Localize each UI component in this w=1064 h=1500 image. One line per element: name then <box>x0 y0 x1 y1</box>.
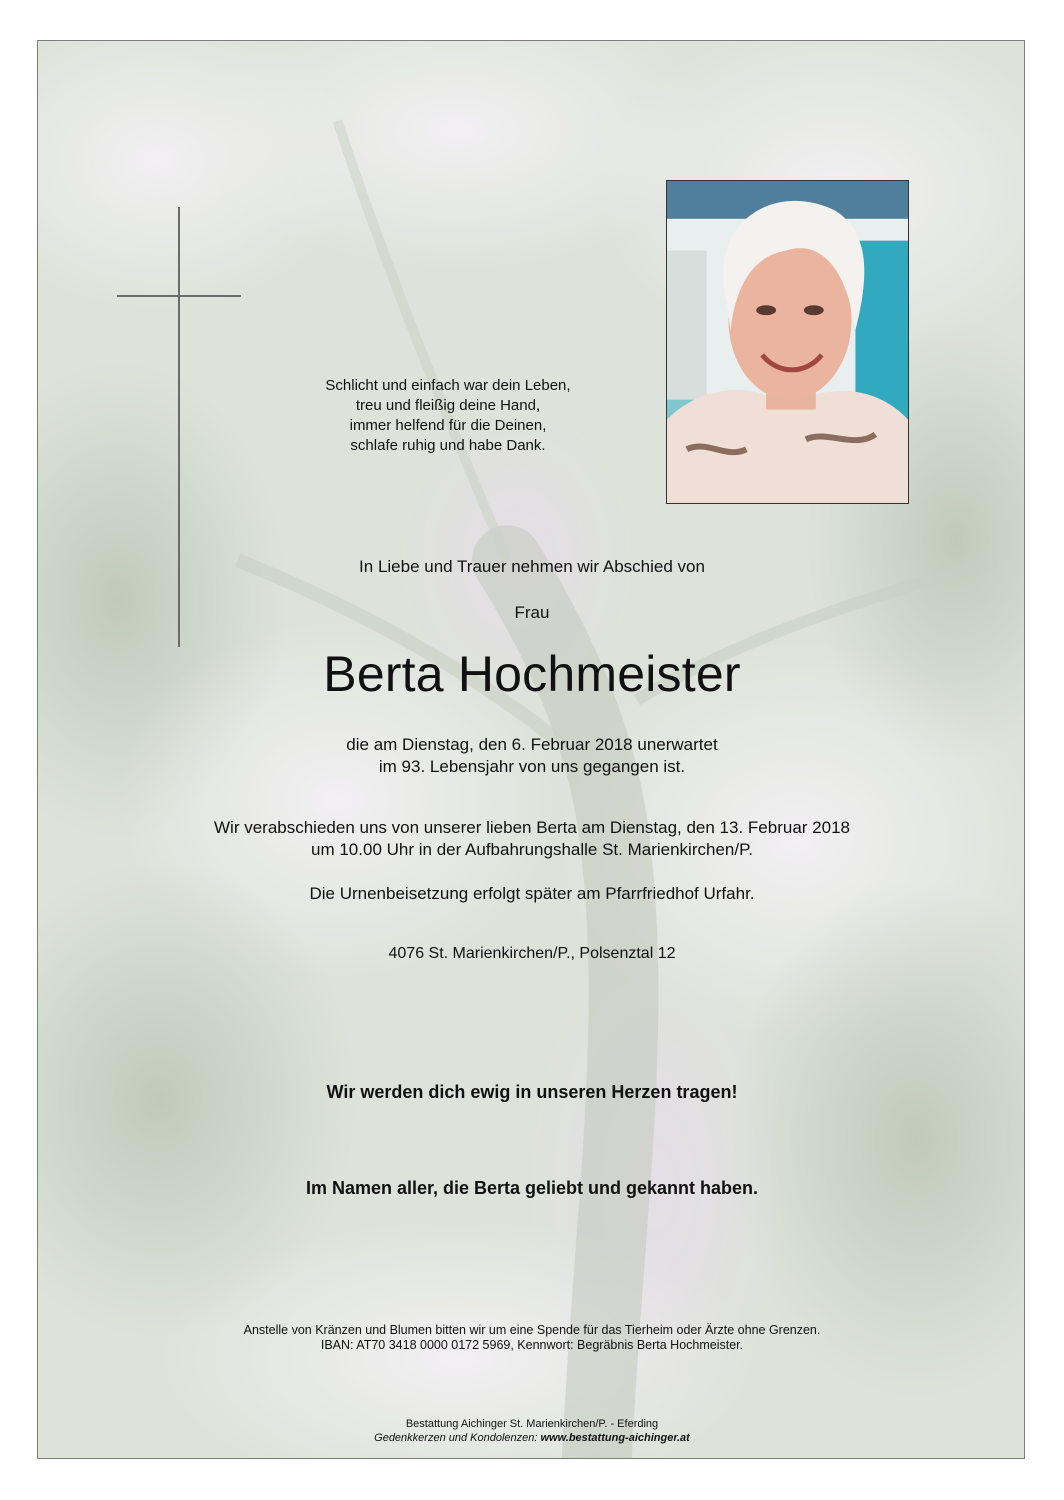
family-address: 4076 St. Marienkirchen/P., Polsenztal 12 <box>388 945 676 962</box>
portrait-photo <box>666 180 909 504</box>
obituary-card <box>37 40 1025 1459</box>
urn-burial-note: Die Urnenbeisetzung erfolgt später am Pfarrfriedhof Urfahr. <box>309 884 755 903</box>
cross-icon <box>178 207 180 647</box>
undertaker-name: Bestattung Aichinger St. Marienkirchen/P. - Eferding <box>405 1418 659 1430</box>
intro-text: In Liebe und Trauer nehmen wir Abschied von <box>359 557 705 576</box>
death-notice: die am Dienstag, den 6. Februar 2018 unerwartet im 93. Lebensjahr von uns gegangen ist. <box>346 735 718 776</box>
condolence-label: Gedenkkerzen und Kondolenzen: <box>374 1432 538 1444</box>
farewell-details: Wir verabschieden uns von unserer lieben Berta am Dienstag, den 13. Februar 2018 um 10.00 Uhr in der Aufbahrungshalle St. Marienkirchen/P. <box>214 818 850 859</box>
salutation: Frau <box>514 603 550 622</box>
memorial-poem: Schlicht und einfach war dein Leben, treu und fleißig deine Hand, immer helfend für die Deinen, schlafe ruhig und habe Dank. <box>325 377 571 454</box>
cross-icon-crossbar <box>117 295 241 297</box>
deceased-name: Berta Hochmeister <box>323 646 741 702</box>
condolence-link[interactable]: www.bestattung-aichinger.at <box>540 1432 690 1444</box>
condolence-line <box>38 1431 1025 1445</box>
donation-request: Anstelle von Kränzen und Blumen bitten wir um eine Spende für das Tierheim oder Ärzte ohne Grenzen. IBAN: AT70 3418 0000 0172 5969, Kennwort: Begräbnis Berta Hochmeister. <box>243 1323 821 1352</box>
signature: Im Namen aller, die Berta geliebt und gekannt haben. <box>305 1178 759 1198</box>
motto: Wir werden dich ewig in unseren Herzen tragen! <box>326 1082 738 1102</box>
